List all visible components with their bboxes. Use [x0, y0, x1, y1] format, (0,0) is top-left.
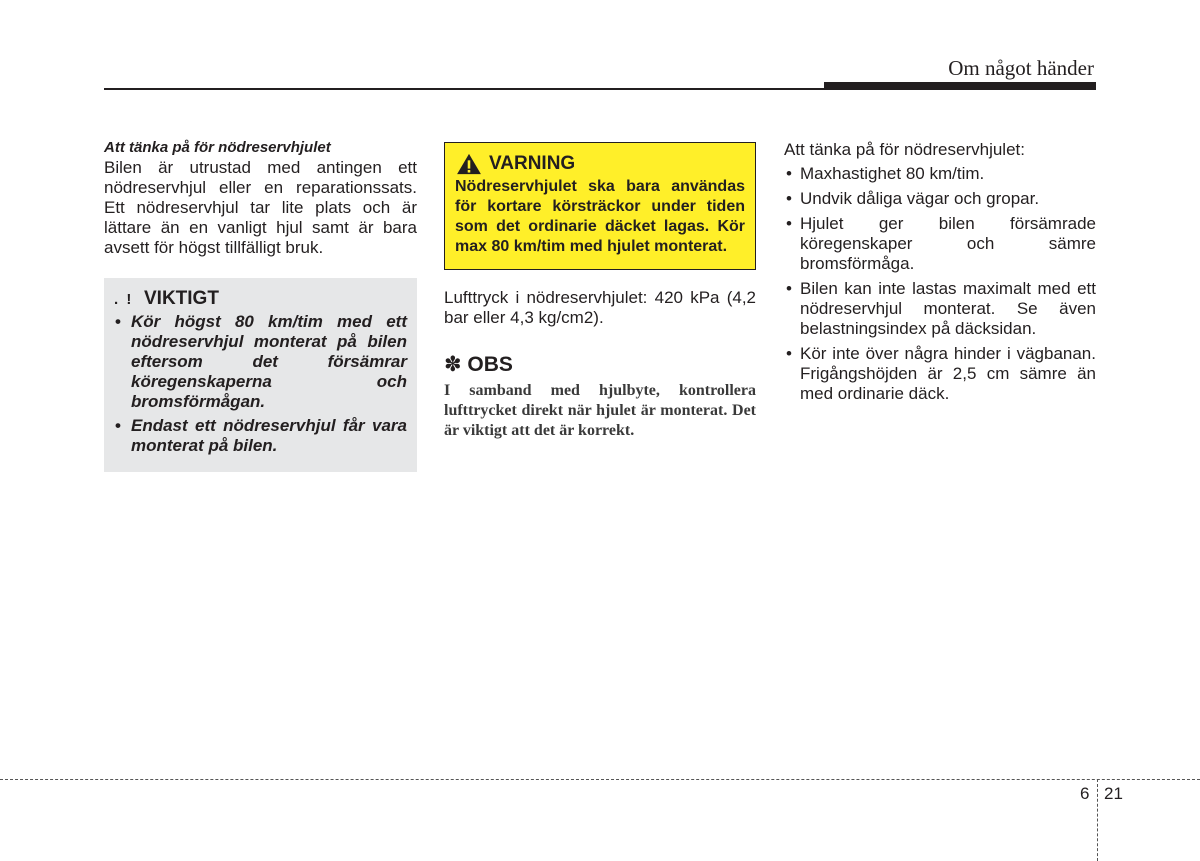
footer-vertical-divider [1097, 779, 1098, 861]
obs-title: ✽ OBS [444, 353, 513, 376]
intro-paragraph: Bilen är utrustad med antingen ett nödreservhjul eller en reparationssats. Ett nödreservhjul tar lite plats och är lättare än en vanligt hjul samt är bara avsett för högst tillfälligt bruk. [104, 158, 417, 257]
header-rule-thick [824, 82, 1096, 90]
checklist-intro: Att tänka på för nödreservhjulet: [784, 140, 1025, 159]
warning-text: Nödreservhjulet ska bara användas för kortare körsträckor under tiden som det ordinarie däcket lagas. Kör max 80 km/tim med hjulet monterat. [455, 178, 745, 255]
pressure-paragraph: Lufttryck i nödreservhjulet: 420 kPa (4,2 bar eller 4,3 kg/cm2). [444, 288, 756, 327]
viktigt-title: VIKTIGT [144, 288, 219, 309]
footer-divider [0, 779, 1200, 780]
header-rule-thin [104, 88, 824, 90]
warning-title-row [455, 153, 745, 175]
list-item: • Undvik dåliga vägar och gropar. [784, 189, 1096, 209]
obs-text: I samband med hjulbyte, kontrollera lufttrycket direkt när hjulet är monterat. Det är viktigt att det är korrekt. [444, 382, 756, 439]
viktigt-list [114, 312, 407, 456]
viktigt-item: • Endast ett nödreservhjul får vara monterat på bilen. [114, 416, 407, 456]
section-heading: Att tänka på för nödreservhjulet [104, 139, 331, 156]
viktigt-box [104, 278, 417, 472]
list-item: • Bilen kan inte lastas maximalt med ett nödreservhjul monterat. Se även belastningsindex på däcksidan. [784, 279, 1096, 339]
chapter-number: 6 [1080, 784, 1090, 803]
warning-title: VARNING [489, 153, 576, 174]
column-right [784, 138, 1096, 409]
exclamation-icon: . ! [114, 290, 134, 308]
column-left [104, 138, 417, 472]
list-item: • Kör inte över några hinder i vägbanan. Frigångshöjden är 2,5 cm sämre än med ordinarie däck. [784, 344, 1096, 404]
column-middle [444, 138, 756, 441]
viktigt-title-row [114, 288, 407, 310]
list-item: • Maxhastighet 80 km/tim. [784, 164, 1096, 184]
warning-box [444, 142, 756, 270]
list-item: • Hjulet ger bilen försämrade köregenskaper och sämre bromsförmåga. [784, 214, 1096, 274]
page-header-title: Om något händer [948, 56, 1094, 80]
viktigt-item: • Kör högst 80 km/tim med ett nödreservhjul monterat på bilen eftersom det försämrar köregenskaperna och bromsförmågan. [114, 312, 407, 412]
page-number: 21 [1104, 784, 1123, 803]
warning-triangle-icon [455, 153, 483, 175]
checklist [784, 164, 1096, 404]
